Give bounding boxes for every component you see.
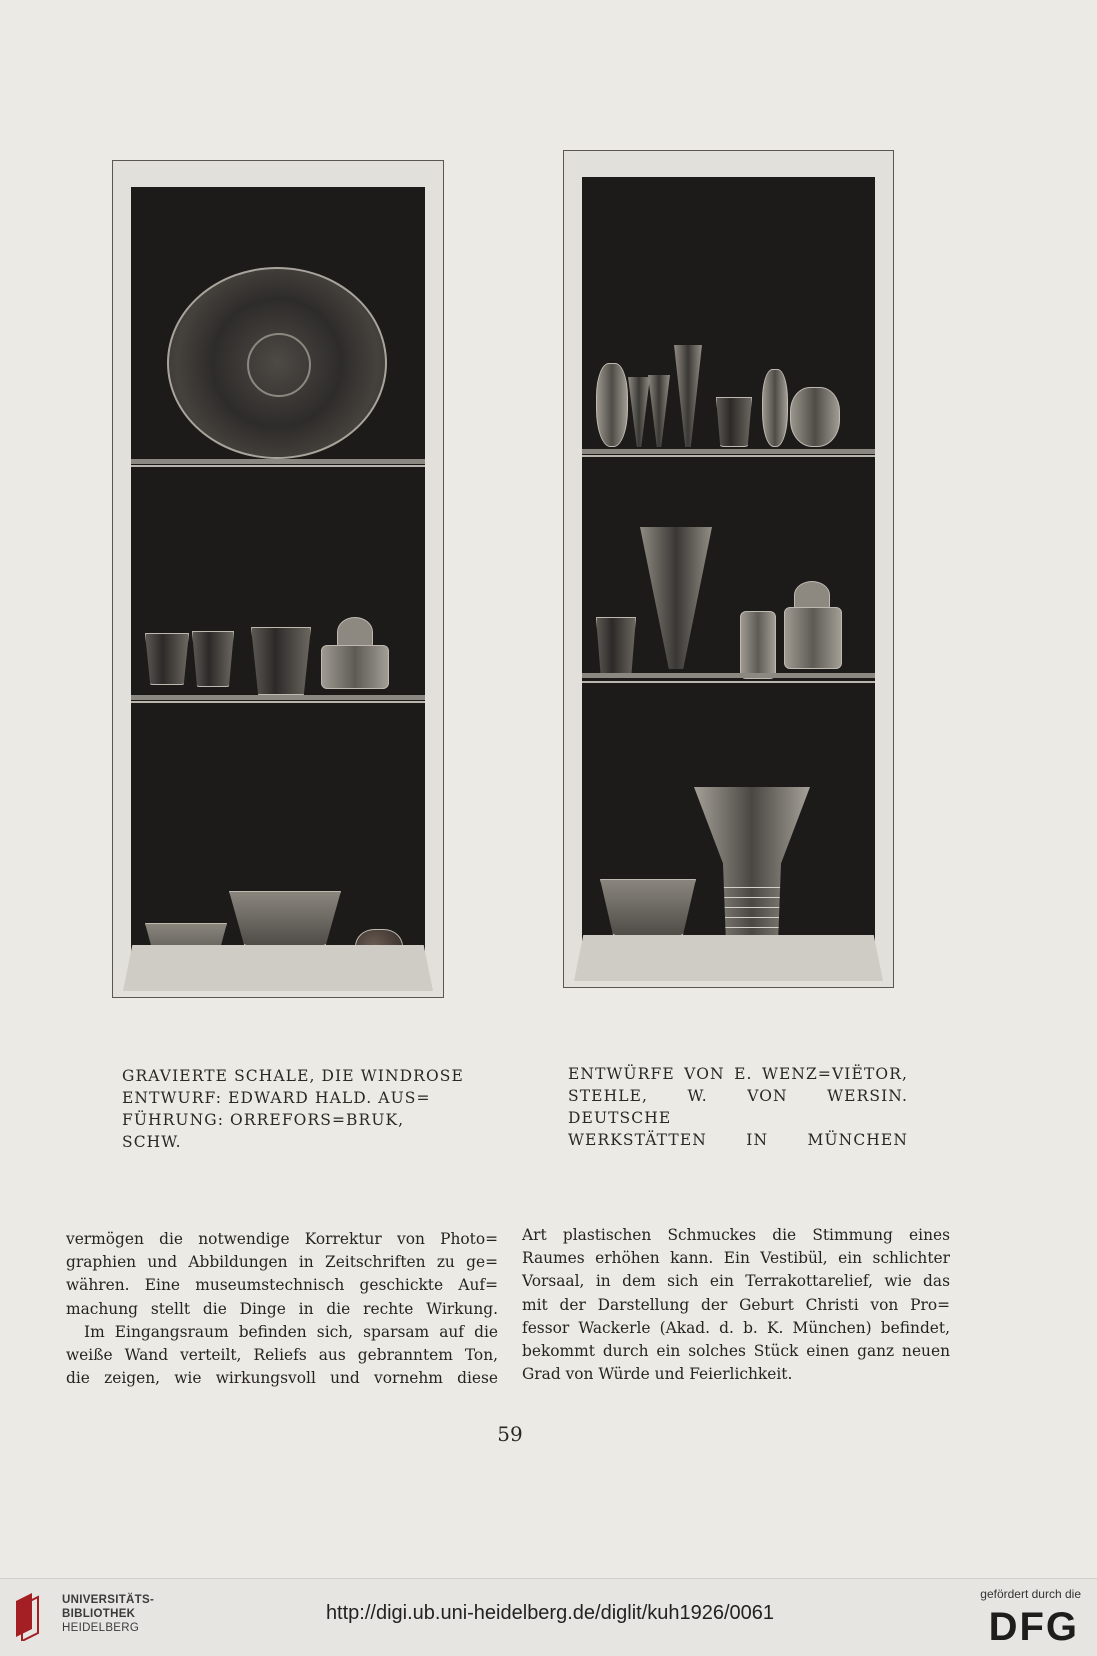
caption-line: WERKSTÄTTEN IN MÜNCHEN bbox=[568, 1131, 908, 1149]
text-line: Raumes erhöhen kann. Ein Vestibül, ein schlichter bbox=[522, 1249, 950, 1268]
covered-jar bbox=[321, 645, 389, 689]
handled-mug bbox=[740, 611, 776, 679]
caption-right bbox=[568, 1063, 908, 1151]
sponsor-label: gefördert durch die bbox=[980, 1587, 1081, 1601]
caption-line: ENTWURF: EDWARD HALD. AUS= bbox=[122, 1089, 431, 1107]
handled-cruet bbox=[762, 369, 788, 447]
tumbler-glass bbox=[251, 627, 311, 695]
shelf-edge bbox=[582, 681, 875, 683]
text-line: Grad von Würde und Feierlichkeit. bbox=[522, 1365, 793, 1384]
vase-ring bbox=[694, 927, 810, 928]
vase-ring bbox=[694, 887, 810, 888]
library-name-line: HEIDELBERG bbox=[62, 1622, 140, 1634]
text-line: graphien und Abbildungen in Zeitschriften zu ge= bbox=[66, 1253, 498, 1272]
library-name bbox=[62, 1593, 154, 1635]
glass-shelf bbox=[131, 459, 425, 464]
tumbler-glass bbox=[596, 617, 636, 677]
tumbler-glass bbox=[716, 397, 752, 447]
shelf-edge bbox=[582, 455, 875, 457]
body-column-left bbox=[66, 1228, 498, 1390]
decanter bbox=[790, 387, 840, 447]
text-line: vermögen die notwendige Korrektur von Photo= bbox=[66, 1230, 498, 1248]
text-line: weiße Wand verteilt, Reliefs aus gebranntem Ton, bbox=[66, 1346, 498, 1365]
photo-left-display-cabinet bbox=[112, 160, 444, 998]
vase-ring bbox=[694, 897, 810, 898]
covered-jar bbox=[784, 607, 842, 669]
text-line: Art plastischen Schmuckes die Stimmung eines bbox=[522, 1226, 950, 1244]
cabinet-interior bbox=[131, 187, 425, 952]
body-column-right bbox=[522, 1224, 950, 1386]
text-line: währen. Eine museumstechnisch geschickte Auf= bbox=[66, 1276, 498, 1295]
tall-flute bbox=[674, 345, 702, 447]
cabinet-floor bbox=[123, 945, 433, 991]
jar-lid bbox=[794, 581, 830, 609]
vase-ring bbox=[694, 907, 810, 908]
tumbler-glass bbox=[145, 633, 189, 685]
text-line: Im Eingangsraum befinden sich, sparsam auf die bbox=[84, 1322, 498, 1341]
stemmed-glass bbox=[628, 377, 650, 447]
glass-shelf bbox=[582, 673, 875, 678]
ribbed-vase bbox=[694, 787, 810, 957]
plate-center bbox=[247, 333, 311, 397]
text-line: fessor Wackerle (Akad. d. b. K. München) befindet, bbox=[522, 1318, 950, 1337]
cabinet-interior bbox=[582, 177, 875, 942]
text-line: bekommt durch ein solches Stück einen ganz neuen bbox=[522, 1342, 950, 1361]
cabinet-floor bbox=[574, 935, 883, 981]
dfg-logo: DFG bbox=[988, 1605, 1079, 1649]
stemmed-glass bbox=[648, 375, 670, 447]
photo-right-display-cabinet bbox=[563, 150, 894, 988]
engraved-plate bbox=[167, 267, 387, 459]
shelf-edge bbox=[131, 701, 425, 703]
caption-line: FÜHRUNG: ORREFORS=BRUK, SCHW. bbox=[122, 1111, 405, 1151]
text-line: die zeigen, wie wirkungsvoll und vornehm diese bbox=[66, 1369, 498, 1388]
library-logo-icon bbox=[12, 1591, 48, 1641]
digitization-footer bbox=[0, 1578, 1097, 1656]
text-line: machung stellt die Dinge in die rechte Wirkung. bbox=[66, 1299, 498, 1318]
shallow-bowl bbox=[600, 879, 696, 941]
caption-left bbox=[122, 1065, 467, 1153]
tall-stemmed-goblet bbox=[640, 527, 712, 669]
library-name-line: UNIVERSITÄTS- bbox=[62, 1594, 155, 1606]
tumbler-glass bbox=[192, 631, 234, 687]
glass-shelf bbox=[582, 449, 875, 454]
caption-line: STEHLE, W. VON WERSIN. DEUTSCHE bbox=[568, 1087, 908, 1127]
caption-line: ENTWÜRFE VON E. WENZ=VIËTOR, bbox=[568, 1065, 908, 1083]
vase-ring bbox=[694, 917, 810, 918]
glass-shelf bbox=[131, 695, 425, 700]
library-name-line: BIBLIOTHEK bbox=[62, 1608, 136, 1620]
stoppered-carafe bbox=[596, 363, 628, 447]
footed-bowl bbox=[229, 891, 341, 951]
shelf-edge bbox=[131, 465, 425, 467]
text-line: Vorsaal, in dem sich ein Terrakottarelief, wie das bbox=[522, 1272, 950, 1291]
jar-lid bbox=[337, 617, 373, 647]
text-line: mit der Darstellung der Geburt Christi von Pro= bbox=[522, 1295, 950, 1314]
page-number: 59 bbox=[497, 1422, 523, 1446]
caption-line: GRAVIERTE SCHALE, DIE WINDROSE bbox=[122, 1067, 464, 1085]
source-url-link[interactable]: http://digi.ub.uni-heidelberg.de/diglit/kuh1926/0061 bbox=[325, 1602, 775, 1624]
